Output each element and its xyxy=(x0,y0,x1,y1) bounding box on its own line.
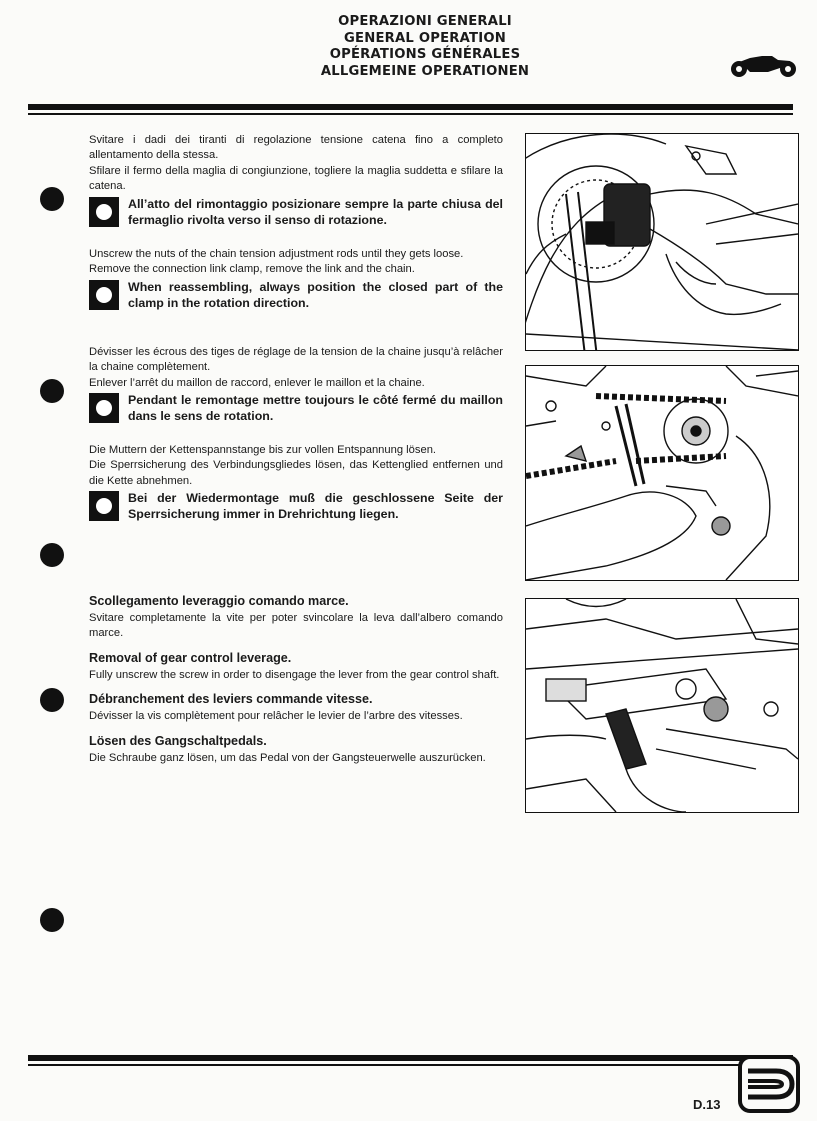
section-body-it: Svitare completamente la vite per poter svincolare la leva dall’albero comando marce. xyxy=(89,612,503,640)
top-rule xyxy=(28,104,793,115)
note xyxy=(89,490,503,522)
paragraph: Dévisser les écrous des tiges de réglage de la tension de la chaine jusqu’à relâcher la chaine complètement. xyxy=(89,346,503,374)
square-bullet-icon xyxy=(89,393,119,423)
d-logo-icon xyxy=(738,1055,802,1113)
illustration-chain-tool xyxy=(525,133,799,351)
page-number: D.13 xyxy=(693,1097,721,1112)
note-text: All’atto del rimontaggio posizionare sempre la parte chiusa del fermaglio rivolta verso il senso di rotazione. xyxy=(128,196,503,227)
paragraph: Die Muttern der Kettenspannstange bis zur vollen Entspannung lösen. xyxy=(89,444,437,456)
punch-hole xyxy=(40,379,64,403)
section-title-fr: Débranchement des leviers commande vitesse. xyxy=(89,692,373,707)
paragraph: Sfilare il fermo della maglia di congiunzione, togliere la maglia suddetta e sfilare la catena. xyxy=(89,164,503,193)
section-title-en: Removal of gear control leverage. xyxy=(89,650,292,665)
square-bullet-icon xyxy=(89,280,119,310)
bottom-rule xyxy=(28,1055,793,1066)
illustration-gear-lever xyxy=(525,598,799,813)
punch-hole xyxy=(40,187,64,211)
page-header xyxy=(300,14,550,80)
title-de: ALLGEMEINE OPERATIONEN xyxy=(320,63,530,79)
note xyxy=(89,279,503,311)
block-english xyxy=(89,247,503,311)
note-text: Bei der Wiedermontage muß die geschlossene Seite der Sperrsicherung immer in Drehrichtung liegen. xyxy=(128,491,503,522)
gear-sections xyxy=(89,593,503,774)
note-text: Pendant le remontage mettre toujours le côté fermé du maillon dans le sens de rotation. xyxy=(128,393,503,424)
punch-hole xyxy=(40,688,64,712)
section-title-it: Scollegamento leveraggio comando marce. xyxy=(89,594,349,608)
paragraph: Remove the connection link clamp, remove the link and the chain. xyxy=(89,263,415,276)
illustration-chain-link xyxy=(525,365,799,581)
paragraph: Unscrew the nuts of the chain tension adjustment rods until they gets loose. xyxy=(89,248,464,260)
section-title-de: Lösen des Gangschaltpedals. xyxy=(89,733,267,748)
square-bullet-icon xyxy=(89,197,119,227)
section-body-de: Die Schraube ganz lösen, um das Pedal von der Gangsteuerwelle auszurücken. xyxy=(89,751,486,764)
block-french xyxy=(89,345,503,424)
note xyxy=(89,196,503,228)
title-fr: OPÉRATIONS GÉNÉRALES xyxy=(329,47,521,62)
title-en: GENERAL OPERATION xyxy=(343,30,506,46)
punch-hole xyxy=(40,543,64,567)
block-italian xyxy=(89,133,503,228)
square-bullet-icon xyxy=(89,491,119,521)
note-text: When reassembling, always position the closed part of the clamp in the rotation direction. xyxy=(128,279,503,310)
note xyxy=(89,392,503,424)
paragraph: Die Sperrsicherung des Verbindungsgliedes lösen, das Kettenglied entfernen und die Kette abnehmen. xyxy=(89,459,503,487)
paragraph: Svitare i dadi dei tiranti di regolazione tensione catena fino a completo allentamento della stessa. xyxy=(89,134,503,162)
punch-hole xyxy=(40,908,64,932)
section-body-en: Fully unscrew the screw in order to disengage the lever from the gear control shaft. xyxy=(89,668,500,681)
section-body-fr: Dévisser la vis complètement pour relâcher le levier de l’arbre des vitesses. xyxy=(89,710,463,723)
title-it: OPERAZIONI GENERALI xyxy=(338,14,512,29)
paragraph: Enlever l’arrêt du maillon de raccord, enlever le maillon et la chaine. xyxy=(89,376,425,389)
motorcycle-icon xyxy=(728,52,798,78)
block-german xyxy=(89,443,503,522)
